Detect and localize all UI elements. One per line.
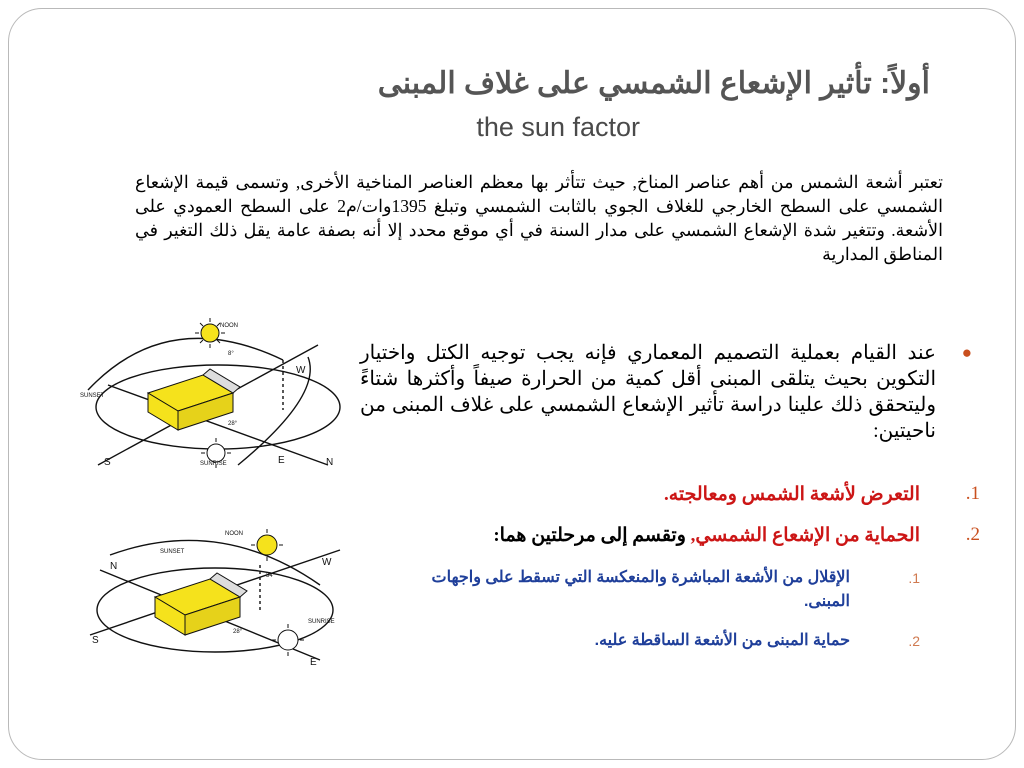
label-angle: 8° — [228, 351, 234, 357]
label-s: S — [92, 635, 99, 646]
label-w: W — [322, 557, 332, 568]
label-sunrise: SUNRISE — [308, 619, 335, 625]
label-angle: 28° — [233, 629, 243, 635]
label-sunset: SUNSET — [160, 549, 185, 555]
label-e: E — [278, 455, 285, 466]
sub-item-text: الإقلال من الأشعة المباشرة والمنعكسة التي تسقط على واجهات المبنى. — [431, 569, 850, 610]
sun-path-diagram-winter — [70, 525, 345, 670]
sub-item-number: 1. — [908, 570, 920, 586]
label-e: E — [310, 657, 317, 668]
sub-item-1 — [400, 566, 920, 614]
label-noon: NOON — [220, 323, 238, 329]
bullet-dot-icon: ● — [961, 343, 972, 362]
slide-title-english: the sun factor — [476, 112, 640, 142]
item-text-red: التعرض لأشعة الشمس ومعالجته. — [663, 484, 920, 505]
numbered-item-1 — [380, 483, 980, 506]
item-text-red: الحماية من الإشعاع الشمسي, — [690, 525, 920, 546]
building-icon — [148, 369, 240, 430]
sub-item-2 — [400, 629, 920, 653]
numbered-item-2 — [380, 524, 980, 547]
sub-item-number: 2. — [908, 633, 920, 649]
building-icon — [155, 573, 247, 635]
item-number: 1. — [965, 483, 980, 504]
label-n: N — [110, 561, 118, 572]
label-s: S — [104, 457, 111, 468]
bullet-text: عند القيام بعملية التصميم المعماري فإنه يجب توجيه الكتل واختيار التكوين بحيث يتلقى المبنى أقل كمية من الحرارة صيفاً وأكثرها شتاءً وليتحقق ذلك علينا دراسة تأثير الإشعاع الشمسي على غلاف المبنى من ناحيتين: — [360, 342, 936, 442]
intro-paragraph: تعتبر أشعة الشمس من أهم عناصر المناخ, حيث تتأثر بها معظم العناصر المناخية الأخرى, وتسمى قيمة الإشعاع الشمسي على السطح الخارجي للغلاف الجوي بالثابت الشمسي وتبلغ 1395وات/م2 على السطح العمودي على الأشعة. وتتغير شدة الإشعاع الشمسي على مدار السنة في أي موقع محدد إلا أنه بصفة عامة يقل ذلك التغير في المناطق المدارية — [135, 172, 943, 264]
label-angle: 28° — [228, 421, 238, 427]
item-number: 2. — [965, 524, 980, 545]
slide-title-arabic: أولاً: تأثير الإشعاع الشمسي على غلاف المبنى — [377, 67, 930, 100]
item-text-black: وتقسم إلى مرحلتين هما: — [493, 525, 691, 546]
sun-path-diagram-summer — [68, 315, 343, 475]
bullet-paragraph — [360, 340, 972, 444]
label-angle: 34° — [266, 573, 276, 579]
label-noon: NOON — [225, 531, 243, 537]
sub-item-text: حماية المبنى من الأشعة الساقطة عليه. — [594, 632, 850, 649]
label-w: W — [296, 365, 306, 376]
label-sunset: SUNSET — [80, 393, 105, 399]
label-sunrise: SUNRISE — [200, 461, 227, 467]
label-n: N — [326, 457, 334, 468]
